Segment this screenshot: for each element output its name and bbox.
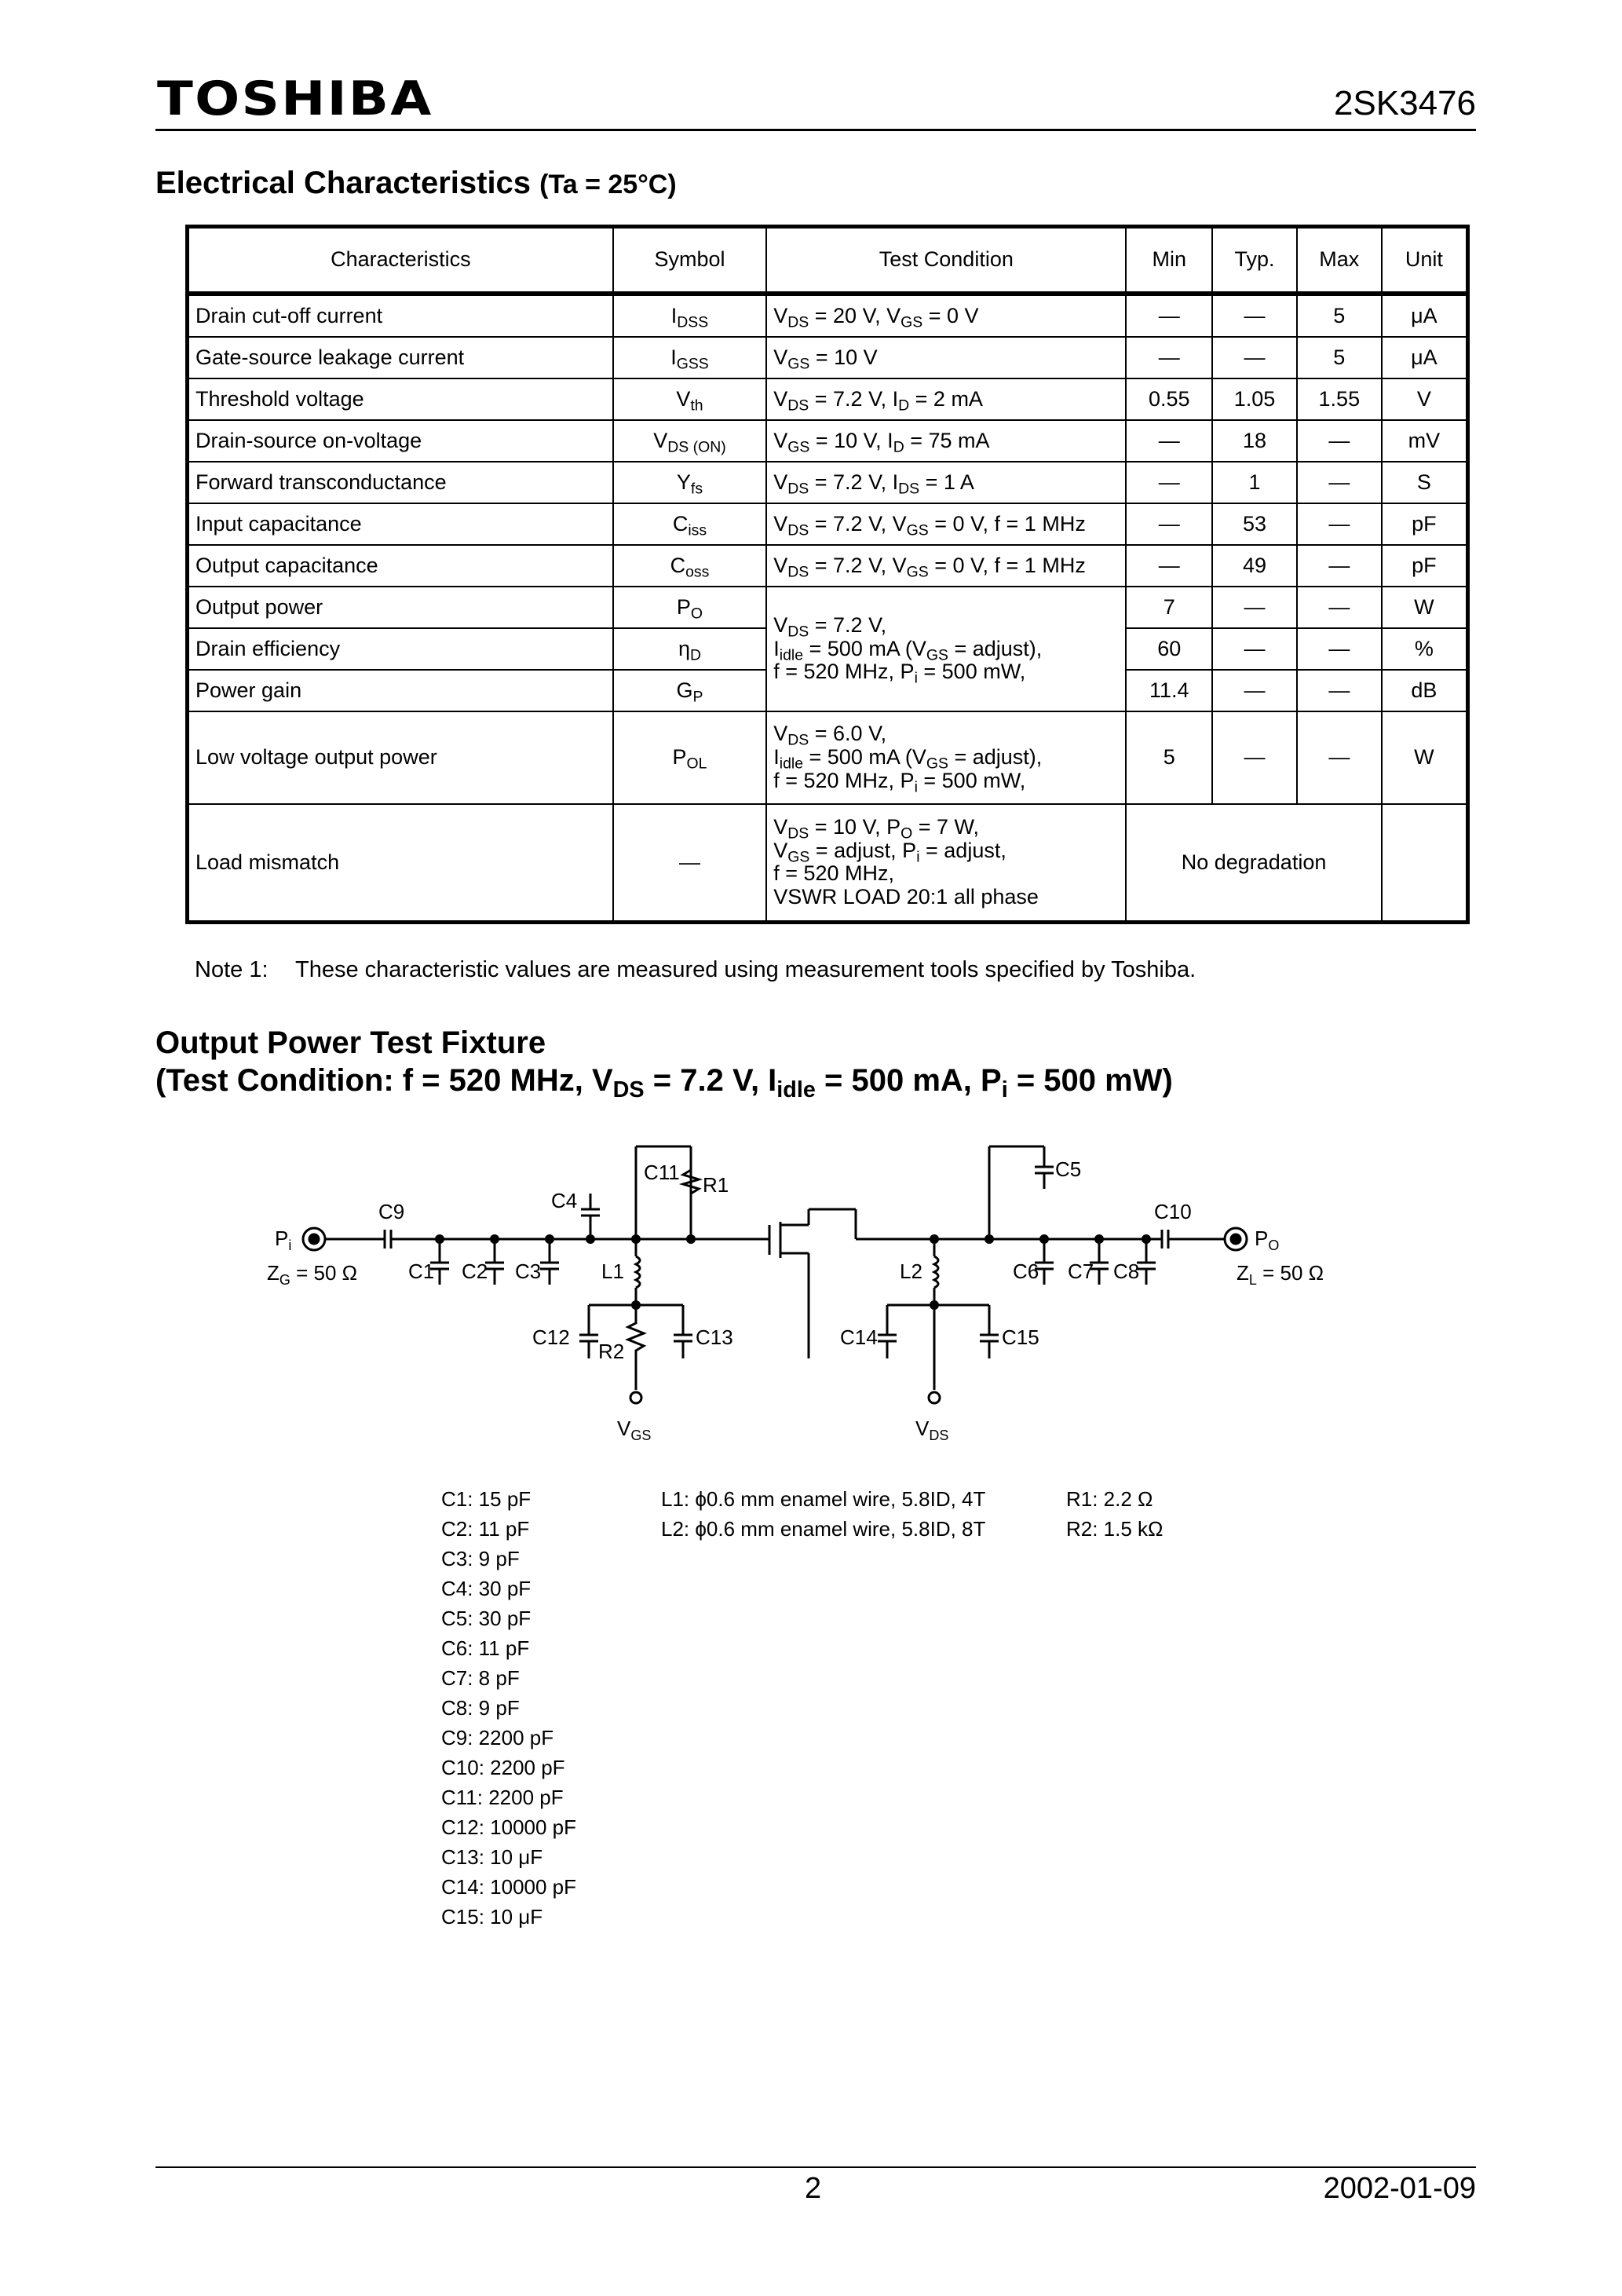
column-header: Min: [1126, 227, 1212, 294]
capacitor-spec: C5: 30 pF: [441, 1607, 532, 1630]
label-c8: C8: [1113, 1260, 1140, 1283]
value-min: 5: [1126, 711, 1212, 804]
label-c5: C5: [1055, 1157, 1082, 1181]
table-row: [188, 804, 1468, 922]
value-max: 1.55: [1297, 378, 1382, 420]
table-row: [188, 503, 1468, 545]
value-min: —: [1126, 545, 1212, 587]
value-unit: S: [1382, 462, 1468, 503]
capacitor-spec: C14: 10000 pF: [441, 1875, 577, 1899]
label-c10: C10: [1154, 1200, 1192, 1223]
label-vds: $V_{DS}$: [915, 1417, 949, 1443]
value-typ: —: [1212, 711, 1297, 804]
capacitor-spec: C3: 9 pF: [441, 1547, 520, 1570]
table-row: [188, 587, 1468, 628]
gate-bias-feed: [579, 1239, 692, 1403]
value-max: 5: [1297, 294, 1382, 337]
capacitor-spec: C12: 10000 pF: [441, 1815, 577, 1839]
capacitor-spec: C2: 11 pF: [441, 1517, 530, 1541]
capacitor-spec: C4: 30 pF: [441, 1577, 532, 1600]
characteristic-name: Drain efficiency: [188, 628, 613, 670]
header-rule: [155, 129, 1476, 131]
table-row: [188, 337, 1468, 378]
test-condition: $V_{GS} = 10$ V: [766, 337, 1126, 378]
input-connector-icon: [303, 1228, 325, 1250]
test-condition: $V_{DS} = 10$ V, $P_O = 7$ W, $V_{GS}$ = adjust, $P_i$ = adjust, f = 520 MHz, VSWR LOAD 20:1 all phase: [766, 804, 1126, 922]
value-typ: —: [1212, 670, 1297, 711]
table-row: [188, 462, 1468, 503]
label-zg: $Z_G = 50$ Ω: [267, 1261, 358, 1288]
note-label: Note 1:: [195, 957, 269, 982]
capacitor-list: [441, 1484, 576, 1932]
table-row: [188, 545, 1468, 587]
symbol: $V_{DS (ON)}$: [613, 420, 767, 462]
inductor-spec: L1: ϕ0.6 mm enamel wire, 5.8ID, 4T: [661, 1487, 986, 1511]
footer-date: 2002-01-09: [1323, 2172, 1476, 2205]
inductor-spec: L2: ϕ0.6 mm enamel wire, 5.8ID, 8T: [661, 1517, 986, 1541]
label-po: $P_O$: [1255, 1227, 1280, 1253]
label-r1: R1: [703, 1173, 729, 1197]
capacitor-spec: C13: 10 μF: [441, 1845, 543, 1869]
value-unit: W: [1382, 587, 1468, 628]
inductor-list: [661, 1484, 985, 1544]
label-l2: L2: [900, 1260, 922, 1283]
symbol: $C_{iss}$: [613, 503, 767, 545]
value-unit: mV: [1382, 420, 1468, 462]
label-c15: C15: [1002, 1325, 1039, 1349]
test-condition: $V_{DS} = 6.0$ V, $I_{idle} = 500$ mA ($V_{GS}$ = adjust), f = 520 MHz, $P_i = 500$ mW,: [766, 711, 1126, 804]
column-header: Characteristics: [188, 227, 613, 294]
test-condition: $V_{GS} = 10$ V, $I_D = 75$ mA: [766, 420, 1126, 462]
column-header: Test Condition: [766, 227, 1126, 294]
table-row: [188, 378, 1468, 420]
footer-rule: [155, 2166, 1476, 2168]
label-r2: R2: [598, 1340, 625, 1363]
toshiba-logo: TOSHIBA: [157, 71, 433, 126]
capacitor-spec: C11: 2200 pF: [441, 1786, 564, 1809]
label-c1: C1: [408, 1260, 435, 1283]
value-unit: [1382, 804, 1468, 922]
capacitor-spec: C8: 9 pF: [441, 1696, 520, 1720]
characteristic-name: Forward transconductance: [188, 462, 613, 503]
value-unit: pF: [1382, 545, 1468, 587]
symbol: $P_O$: [613, 587, 767, 628]
characteristic-name: Load mismatch: [188, 804, 613, 922]
label-c14: C14: [840, 1325, 878, 1349]
characteristic-name: Input capacitance: [188, 503, 613, 545]
test-condition: $V_{DS} = 7.2$ V, $I_D = 2$ mA: [766, 378, 1126, 420]
value-unit: dB: [1382, 670, 1468, 711]
characteristic-name: Drain-source on-voltage: [188, 420, 613, 462]
label-c13: C13: [696, 1325, 733, 1349]
value-min: 60: [1126, 628, 1212, 670]
value-min: 0.55: [1126, 378, 1212, 420]
column-header: Unit: [1382, 227, 1468, 294]
mosfet-icon: [769, 1209, 1162, 1358]
value-min: —: [1126, 294, 1212, 337]
title-condition: (Ta = 25°C): [539, 170, 677, 199]
value-max: —: [1297, 628, 1382, 670]
capacitor-spec: C7: 8 pF: [441, 1666, 520, 1690]
page-number: 2: [805, 2172, 822, 2205]
note-1: [195, 957, 1196, 983]
capacitor-spec: C9: 2200 pF: [441, 1726, 554, 1749]
capacitor-c10: [1162, 1230, 1225, 1249]
value-unit: V: [1382, 378, 1468, 420]
characteristic-name: Output capacitance: [188, 545, 613, 587]
label-vgs: $V_{GS}$: [617, 1417, 652, 1443]
table-row: [188, 420, 1468, 462]
value-typ: 53: [1212, 503, 1297, 545]
value-unit: W: [1382, 711, 1468, 804]
capacitor-c9: [385, 1230, 391, 1249]
table-row: [188, 711, 1468, 804]
characteristic-name: Drain cut-off current: [188, 294, 613, 337]
capacitor-spec: C15: 10 μF: [441, 1905, 543, 1929]
characteristic-name: Output power: [188, 587, 613, 628]
value-min: 11.4: [1126, 670, 1212, 711]
test-condition: $V_{DS} = 7.2$ V, $V_{GS} = 0$ V, f = 1 MHz: [766, 545, 1126, 587]
label-zl: $Z_L = 50$ Ω: [1237, 1261, 1324, 1288]
characteristic-name: Threshold voltage: [188, 378, 613, 420]
result: No degradation: [1126, 804, 1381, 922]
characteristic-name: Gate-source leakage current: [188, 337, 613, 378]
value-unit: %: [1382, 628, 1468, 670]
resistor-spec: R1: 2.2 Ω: [1066, 1487, 1153, 1511]
value-typ: 49: [1212, 545, 1297, 587]
value-max: —: [1297, 711, 1382, 804]
value-min: —: [1126, 462, 1212, 503]
column-header: Symbol: [613, 227, 767, 294]
column-header: Max: [1297, 227, 1382, 294]
label-pi: $P_i$: [275, 1227, 292, 1253]
value-max: —: [1297, 587, 1382, 628]
value-min: —: [1126, 337, 1212, 378]
output-connector-icon: [1225, 1228, 1247, 1250]
value-typ: —: [1212, 294, 1297, 337]
value-min: 7: [1126, 587, 1212, 628]
label-c2: C2: [462, 1260, 488, 1283]
value-typ: —: [1212, 628, 1297, 670]
symbol: $P_{OL}$: [613, 711, 767, 804]
value-unit: μA: [1382, 337, 1468, 378]
electrical-characteristics-title: [155, 166, 677, 199]
test-condition: $V_{DS} = 20$ V, $V_{GS} = 0$ V: [766, 294, 1126, 337]
value-typ: —: [1212, 587, 1297, 628]
capacitor-c4: [581, 1194, 600, 1239]
symbol: $C_{oss}$: [613, 545, 767, 587]
characteristic-name: Low voltage output power: [188, 711, 613, 804]
fixture-title: Output Power Test Fixture: [155, 1026, 546, 1060]
label-c3: C3: [515, 1260, 542, 1283]
label-c11: C11: [644, 1161, 680, 1184]
value-max: 5: [1297, 337, 1382, 378]
value-typ: 18: [1212, 420, 1297, 462]
title-main: Electrical Characteristics: [155, 166, 532, 200]
table-header: [188, 227, 1468, 294]
value-typ: 1.05: [1212, 378, 1297, 420]
symbol: $I_{DSS}$: [613, 294, 767, 337]
test-condition: $V_{DS} = 7.2$ V, $I_{DS} = 1$ A: [766, 462, 1126, 503]
table-row: [188, 294, 1468, 337]
part-number: 2SK3476: [1333, 84, 1476, 122]
label-c4: C4: [551, 1189, 578, 1212]
test-condition: $V_{DS} = 7.2$ V, $I_{idle} = 500$ mA ($V_{GS}$ = adjust), f = 520 MHz, $P_i = 500$ mW,: [766, 587, 1126, 711]
value-min: —: [1126, 503, 1212, 545]
label-l1: L1: [601, 1260, 624, 1283]
value-max: —: [1297, 670, 1382, 711]
electrical-characteristics-table: [185, 225, 1470, 924]
capacitor-spec: C1: 15 pF: [441, 1487, 532, 1511]
value-unit: μA: [1382, 294, 1468, 337]
column-header: Typ.: [1212, 227, 1297, 294]
value-unit: pF: [1382, 503, 1468, 545]
characteristic-name: Power gain: [188, 670, 613, 711]
label-c7: C7: [1068, 1260, 1094, 1283]
label-c6: C6: [1013, 1260, 1039, 1283]
symbol: $Y_{fs}$: [613, 462, 767, 503]
test-condition: $V_{DS} = 7.2$ V, $V_{GS} = 0$ V, f = 1 MHz: [766, 503, 1126, 545]
symbol: $V_{th}$: [613, 378, 767, 420]
resistor-list: [1066, 1484, 1164, 1544]
fixture-condition: (Test Condition: f = 520 MHz, $V_{DS} = 7.2$ V, $I_{idle} = 500$ mA, $P_i = 500$ mW): [155, 1063, 1173, 1103]
value-typ: —: [1212, 337, 1297, 378]
value-max: —: [1297, 503, 1382, 545]
capacitor-spec: C10: 2200 pF: [441, 1756, 565, 1779]
value-max: —: [1297, 420, 1382, 462]
value-max: —: [1297, 462, 1382, 503]
symbol: $I_{GSS}$: [613, 337, 767, 378]
value-max: —: [1297, 545, 1382, 587]
value-typ: 1: [1212, 462, 1297, 503]
value-min: —: [1126, 420, 1212, 462]
symbol: $G_P$: [613, 670, 767, 711]
resistor-spec: R2: 1.5 kΩ: [1066, 1517, 1164, 1541]
capacitor-spec: C6: 11 pF: [441, 1636, 530, 1660]
label-c12: C12: [532, 1325, 570, 1349]
symbol: —: [613, 804, 767, 922]
label-c9: C9: [378, 1200, 405, 1223]
symbol: $\eta_D$: [613, 628, 767, 670]
note-text: These characteristic values are measured using measurement tools specified by Toshiba.: [295, 957, 1196, 982]
test-fixture-schematic: [259, 1123, 1358, 1453]
